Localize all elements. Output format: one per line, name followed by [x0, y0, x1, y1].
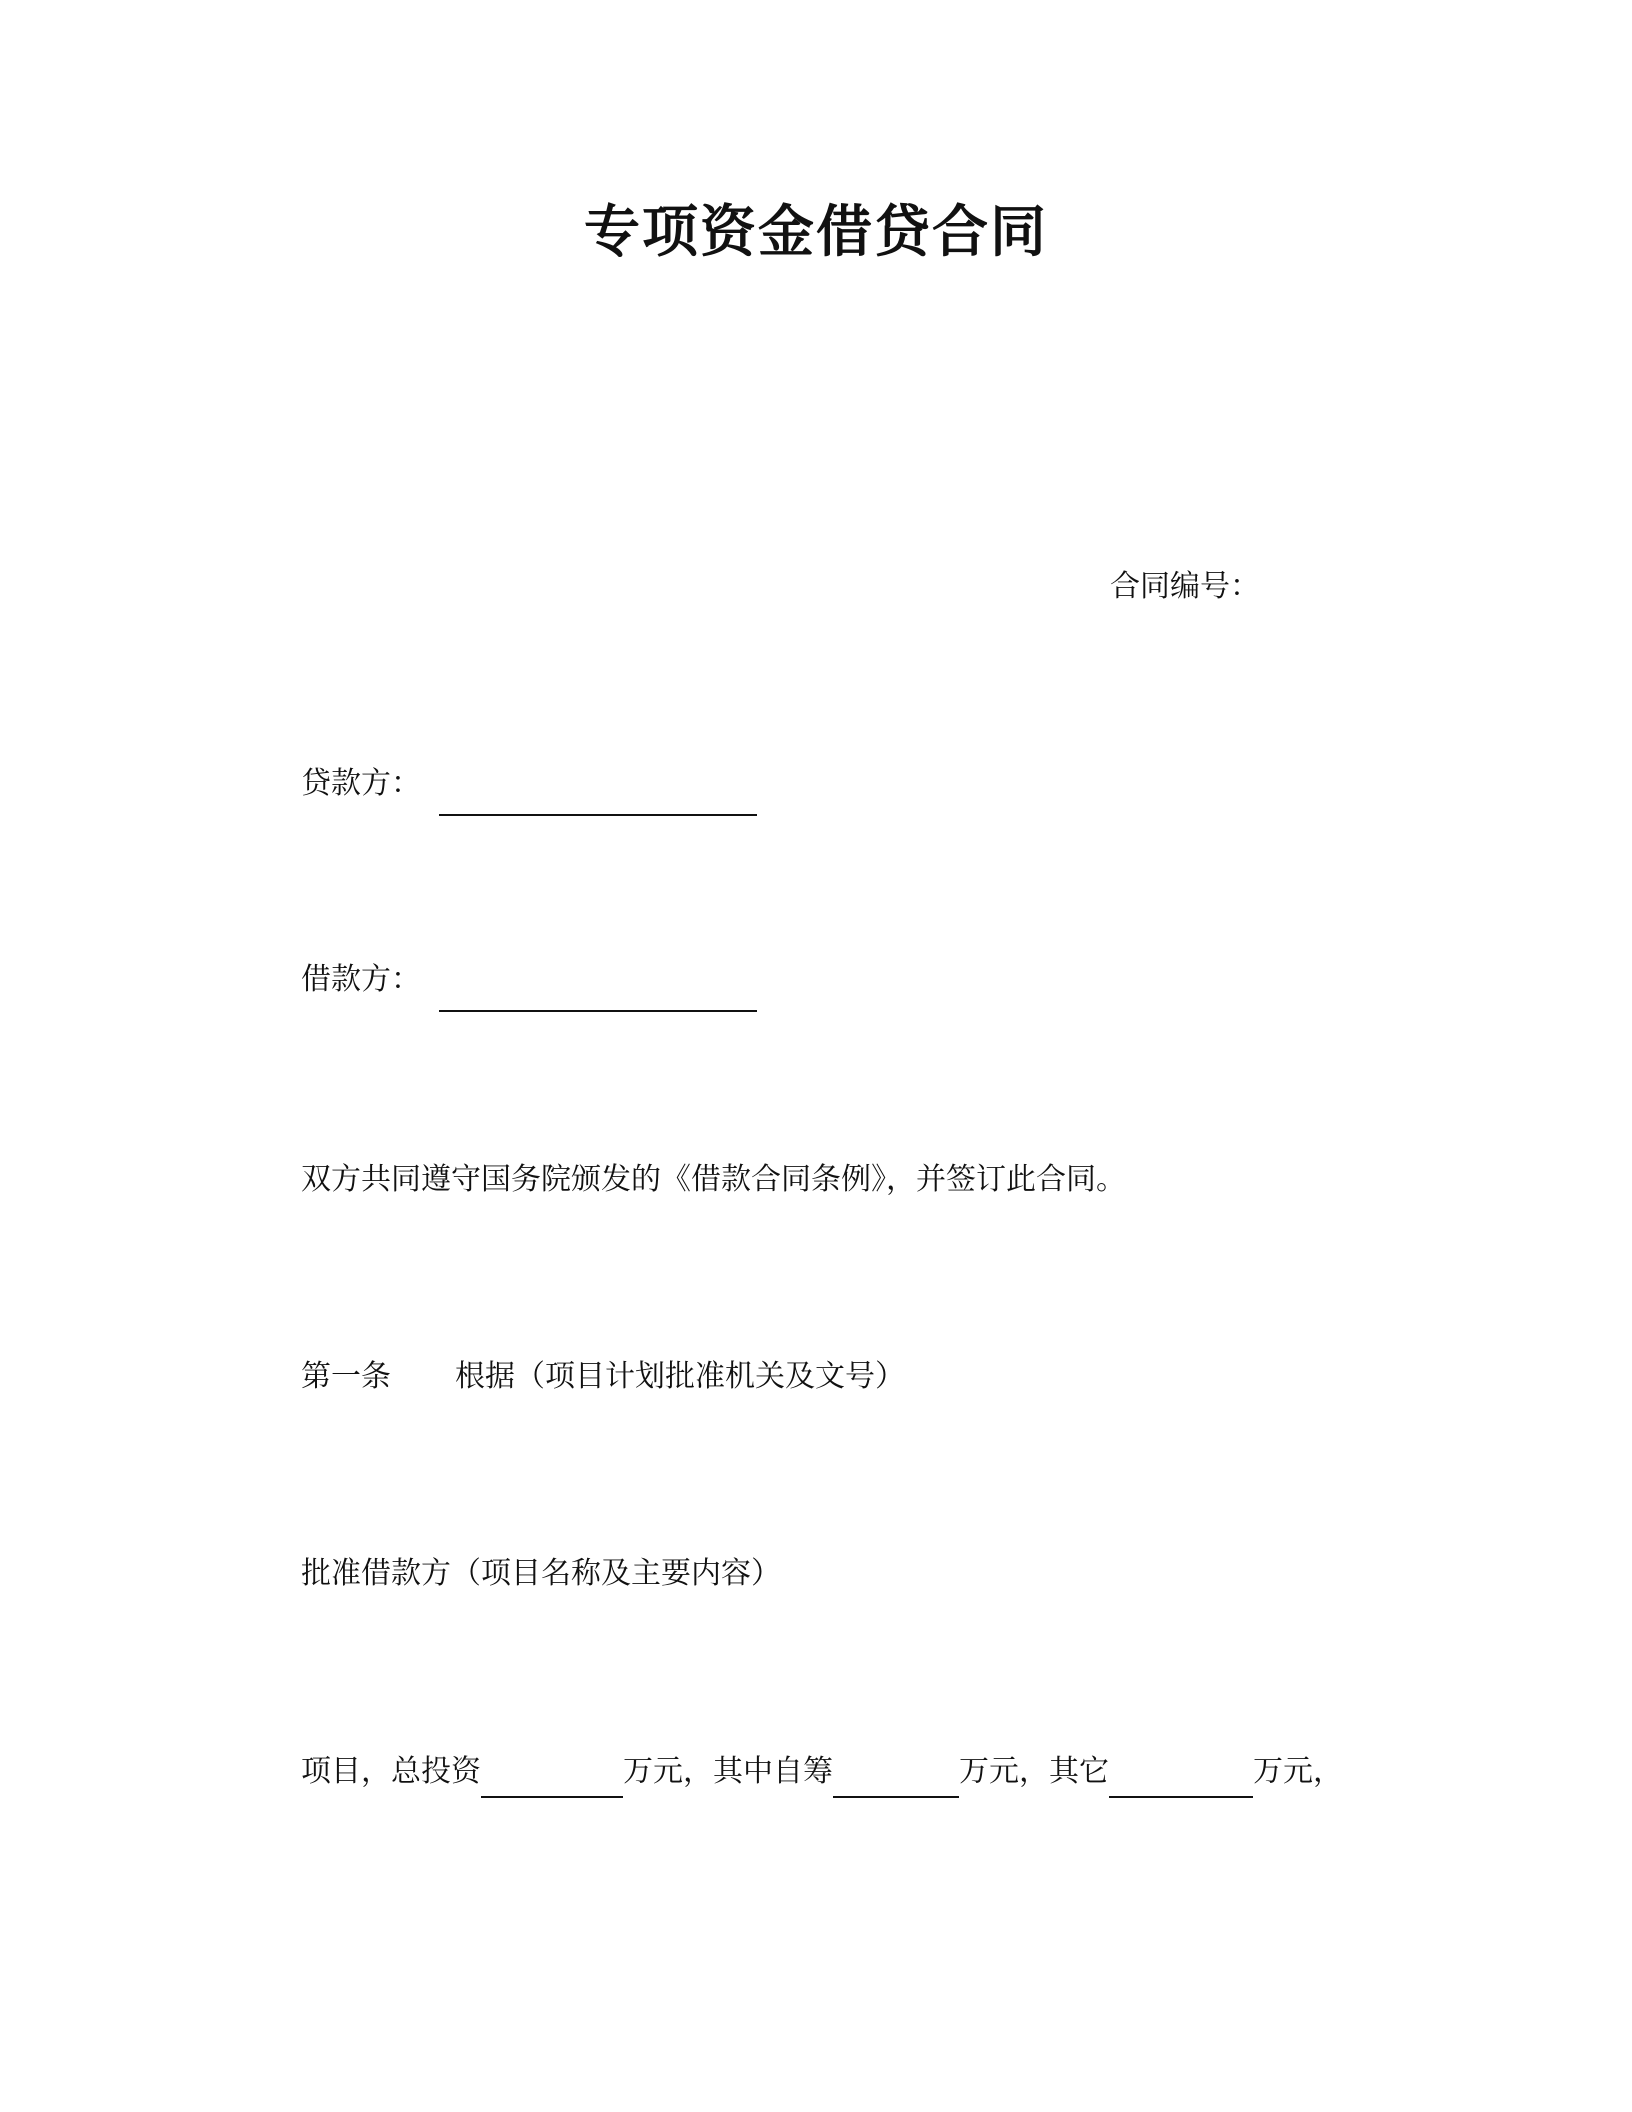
preamble-text: 双方共同遵守国务院颁发的《借款合同条例》，并签订此合同。: [301, 1162, 1126, 1197]
article-1-number: 第一条: [301, 1359, 391, 1394]
lender-label: 贷款方：: [301, 766, 421, 801]
lender-blank: [439, 776, 757, 816]
borrower-label: 借款方：: [301, 962, 421, 997]
borrower-line: [301, 960, 757, 1000]
investment-text-2: 万元，其中自筹: [623, 1754, 833, 1789]
self-raised-blank: [833, 1758, 959, 1798]
contract-number-label: 合同编号：: [1110, 569, 1260, 604]
document-title: 专项资金借贷合同: [584, 200, 1048, 265]
investment-text-3: 万元，其它: [959, 1754, 1109, 1789]
investment-line: [301, 1752, 1343, 1792]
total-investment-blank: [481, 1758, 623, 1798]
approval-line: 批准借款方（项目名称及主要内容）: [301, 1556, 781, 1591]
article-1: [301, 1357, 905, 1397]
investment-text-1: 项目，总投资: [301, 1754, 481, 1789]
other-funds-blank: [1109, 1758, 1253, 1798]
investment-text-4: 万元，: [1253, 1754, 1343, 1789]
lender-line: [301, 764, 757, 804]
article-1-text: 根据（项目计划批准机关及文号）: [455, 1359, 905, 1394]
borrower-blank: [439, 972, 757, 1012]
